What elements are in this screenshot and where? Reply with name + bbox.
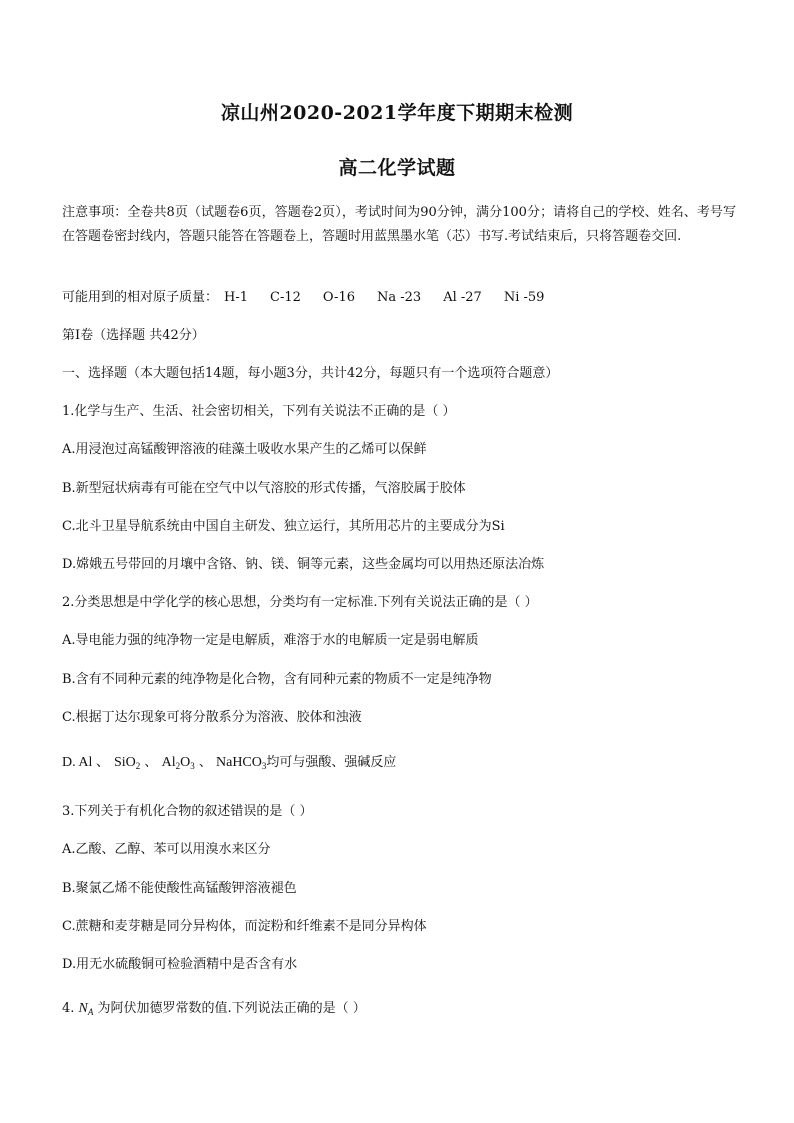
option-d-prefix: D. Al 、: [62, 755, 110, 770]
question-1-option-a: A.用浸泡过高锰酸钾溶液的硅藻土吸收水果产生的乙烯可以保鲜: [62, 442, 427, 457]
question-3-option-c: C.蔗糖和麦芽糖是同分异构体，而淀粉和纤维素不是同分异构体: [62, 919, 427, 934]
atomic-mass-h: H-1: [224, 290, 249, 305]
atomic-mass-c: C-12: [270, 290, 301, 305]
notice-paragraph: 注意事项：全卷共8页（试题卷6页，答题卷2页），考试时间为90分钟，满分100分；请将自己的学校、姓名、考号写在答题卷密封线内，答题只能答在答题卷上，答题时用蓝黑墨水笔（芯）书写.考试结束后，只将答题卷交回.: [62, 205, 736, 244]
atomic-masses-label: 可能用到的相对原子质量：: [62, 290, 219, 305]
section-instructions: 一、选择题（本大题包括14题，每小题3分，共计42分，每题只有一个选项符合题意）: [62, 366, 559, 381]
atomic-mass-na: Na -23: [377, 290, 422, 305]
formula-sio2: SiO$_2$: [113, 755, 141, 771]
question-1-option-b: B.新型冠状病毒有可能在空气中以气溶胶的形式传播，气溶胶属于胶体: [62, 481, 466, 496]
atomic-mass-o: O-16: [322, 290, 355, 305]
question-3-option-d: D.用无水硫酸铜可检验酒精中是否含有水: [62, 957, 298, 972]
formula-al2o3: $Al_2O_3$: [161, 755, 195, 771]
exam-subtitle: 高二化学试题: [338, 157, 456, 179]
question-2-option-c: C.根据丁达尔现象可将分散系分为溶液、胶体和浊液: [62, 710, 362, 725]
exam-title: 凉山州2020-2021学年度下期期末检测: [220, 102, 574, 124]
atomic-mass-ni: Ni -59: [503, 290, 545, 305]
question-3-stem: 3.下列关于有机化合物的叙述错误的是（ ）: [62, 804, 313, 819]
question-2-stem: 2.分类思想是中学化学的核心思想，分类均有一定标准.下列有关说法正确的是（ ）: [62, 595, 538, 610]
question-1-option-c: C.北斗卫星导航系统由中国自主研发、独立运行，其所用芯片的主要成分为Si: [62, 519, 505, 534]
question-2-option-d: D. Al 、 SiO$_2$ 、 $Al_2O_3$ 、 NaHCO$_3$均可与强酸、强碱反应: [62, 755, 397, 771]
question-2-option-a: A.导电能力强的纯净物一定是电解质，难溶于水的电解质一定是弱电解质: [62, 633, 479, 648]
atomic-masses: [62, 288, 742, 308]
formula-nahco3: NaHCO$_3$: [216, 755, 267, 771]
question-4-stem: 4. $N_A$ 为阿伏加德罗常数的值.下列说法正确的是（ ）: [62, 1001, 366, 1017]
question-3-option-a: A.乙酸、乙醇、苯可以用溴水来区分: [62, 842, 271, 857]
question-3-option-b: B.聚氯乙烯不能使酸性高锰酸钾溶液褪色: [62, 881, 297, 896]
option-d-suffix: 均可与强酸、强碱反应: [266, 755, 397, 770]
volume-heading: 第Ⅰ卷（选择题 共42分）: [62, 328, 205, 343]
question-1-stem: 1.化学与生产、生活、社会密切相关，下列有关说法不正确的是（ ）: [62, 404, 456, 419]
question-1-option-d: D.嫦娥五号带回的月壤中含铬、钠、镁、铜等元素，这些金属均可以用热还原法冶炼: [62, 557, 545, 572]
avogadro-symbol: $N_A$: [78, 1001, 94, 1017]
question-2-option-b: B.含有不同种元素的纯净物是化合物，含有同种元素的物质不一定是纯净物: [62, 672, 492, 687]
atomic-mass-al: Al -27: [443, 290, 482, 305]
